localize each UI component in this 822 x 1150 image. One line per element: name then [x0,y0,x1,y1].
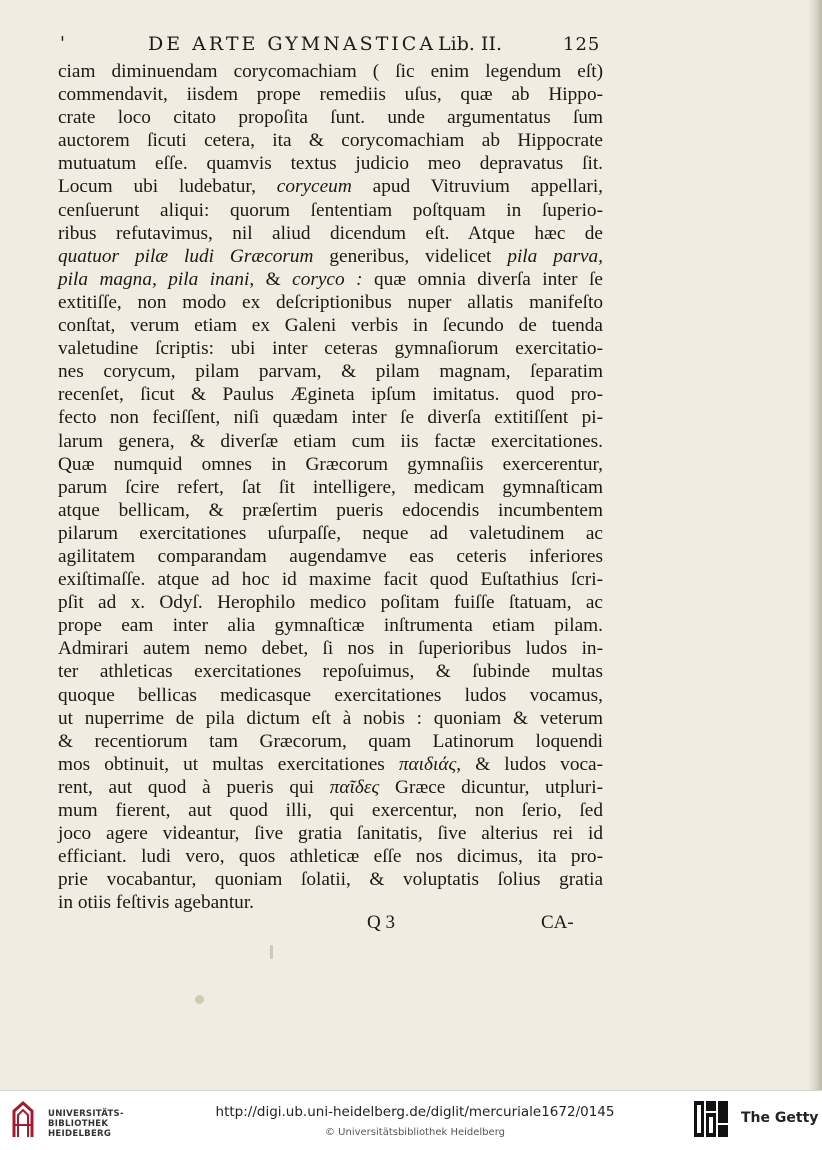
text-run: valetudine ſcriptis: ubi inter ceteras gymnaſiorum exercitatio- [58,338,603,360]
text-line [58,707,603,730]
text-line [58,476,603,499]
page-number: 125 [563,34,601,55]
text-line [58,891,603,914]
library-seal-icon [10,1099,36,1141]
text-line [58,545,603,568]
text-line [58,637,603,660]
ink-stain [270,945,273,959]
text-run: extitiſſe, non modo ex deſcriptionibus nuper allatis manifeſto [58,291,603,313]
text-run: Admirari autem nemo debet, ſi nos in ſuperioribus ludos in- [58,638,603,660]
text-run: quæ omnia diverſa inter ſe [362,268,603,290]
text-run: efficiant. ludi vero, quos athleticæ eſſe nos dicimus, ita pro- [58,846,603,868]
text-line [58,337,603,360]
text-line [58,845,603,868]
library-name: UNIVERSITÄTS- BIBLIOTHEK HEIDELBERG [48,1109,124,1139]
text-run: & recentiorum tam Græcorum, quam Latinorum loquendi [58,730,603,752]
text-line [58,199,603,222]
italic-phrase: coryceum [276,176,352,198]
text-line [58,753,603,776]
page-footer [365,912,605,938]
text-line [58,684,603,707]
text-run: atque bellicam, & præſertim pueris edocendis incumbentem [58,499,603,521]
italic-phrase: pila parva, [507,245,603,267]
italic-phrase: παῖδες [329,776,380,798]
text-run: ciam diminuendam corycomachiam ( ſic enim legendum eſt) [58,61,603,82]
text-run: rent, aut quod à pueris qui [58,776,330,798]
italic-phrase: coryco : [292,268,363,290]
text-run: cenſuerunt aliqui: quorum ſententiam poſtquam in ſuperio- [58,199,603,221]
text-run: fecto non feciſſent, niſi quædam inter ſe diverſa extitiſſent pi- [58,407,603,429]
text-run: ut nuperrime de pila dictum eſt à nobis : quoniam & veterum [58,707,603,729]
text-line [58,175,603,198]
text-line [58,776,603,799]
text-line [58,730,603,753]
text-line [58,406,603,429]
ink-stain [195,995,204,1004]
text-line [58,152,603,175]
text-run: generibus, videlicet [313,245,508,267]
viewer-footer-bar [0,1090,822,1150]
text-line [58,868,603,891]
text-line [58,430,603,453]
text-line [58,383,603,406]
text-line [58,245,603,268]
text-run: Locum ubi ludebatur, [58,176,277,198]
text-run: nes corycum, pilam parvam, & pilam magnam, ſeparatim [58,361,603,383]
text-line [58,499,603,522]
text-line [58,106,603,129]
text-run: conſtat, verum etiam ex Galeni verbis in ſecundo de tuenda [58,315,603,337]
italic-phrase: παιδιάς [398,753,457,775]
text-run: Græce dicuntur, utpluri- [379,776,603,798]
text-line [58,822,603,845]
text-line [58,60,603,83]
text-line [58,568,603,591]
body-text [58,60,603,914]
text-line [58,614,603,637]
text-run: agilitatem comparandam augendamve eas ceteris inferiores [58,545,603,567]
copyright-notice: © Universitätsbibliothek Heidelberg [324,1127,505,1138]
text-line [58,83,603,106]
text-run: mutuatum eſſe. quamvis textus judicio meo depravatus ſit. [58,153,603,175]
text-run: commendavit, iisdem prope remediis uſus, quæ ab Hippo- [58,84,603,106]
text-run: exiſtimaſſe. atque ad hoc id maxime facit quod Euſtathius ſcri- [58,569,603,591]
page-edge-shadow [808,0,822,1090]
permalink-url[interactable]: http://digi.ub.uni-heidelberg.de/diglit/mercuriale1672/0145 [215,1104,615,1120]
text-run: prope eam inter alia gymnaſticæ inſtrumenta etiam pilam. [58,615,603,637]
text-run: auctorem ſicuti cetera, ita & corycomachiam ab Hippocrate [58,130,603,152]
text-run: pſit ad x. Odyſ. Herophilo medico poſitam fuiſſe ſtatuam, ac [58,592,603,614]
text-run: , & ludos voca- [456,753,603,775]
text-run: apud Vitruvium appellari, [351,176,603,198]
text-run: in otiis feſtivis agebantur. [58,892,254,914]
text-run: ribus refutavimus, nil aliud dicendum eſt. Atque hæc de [58,222,603,244]
text-run: Quæ numquid omnes in Græcorum gymnaſiis exercerentur, [58,453,603,475]
text-run: crate loco citato propoſita ſunt. unde argumentatus ſum [58,107,603,129]
italic-phrase: quatuor pilæ ludi Græcorum [58,245,314,267]
text-run: , & [249,268,293,290]
running-head [60,33,620,57]
signature-mark: Q 3 [367,912,395,933]
text-run: quoque bellicas medicasque exercitationes ludos vocamus, [58,684,603,706]
text-line [58,129,603,152]
text-run: larum genera, & diverſæ etiam cum iis factæ exercitationes. [58,430,603,452]
text-run: mos obtinuit, ut multas exercitationes [58,753,399,775]
text-run: parum ſcire refert, ſat ſit intelligere, medicam gymnaſticam [58,476,603,498]
text-line [58,591,603,614]
getty-logo-icon[interactable] [692,1099,730,1139]
text-line [58,660,603,683]
text-line [58,314,603,337]
text-line [58,222,603,245]
text-line [58,268,603,291]
text-run: joco agere videantur, ſive gratia ſanitatis, ſive alterius rei id [58,823,603,845]
catchword: CA- [541,912,574,933]
italic-phrase: pila magna, pila inani [58,268,250,290]
partner-name: The Getty [741,1110,819,1126]
text-run: prie vocabantur, quoniam ſolatii, & voluptatis ſolius gratia [58,869,603,891]
running-head-book: Lib. II. [438,33,502,55]
text-line [58,291,603,314]
text-line [58,799,603,822]
text-run: pilarum exercitationes uſurpaſſe, neque ad valetudinem ac [58,522,603,544]
text-run: mum fierent, aut quod illi, qui exercentur, non ſerio, ſed [58,800,603,821]
running-head-mark: ' [60,33,65,54]
text-line [58,522,603,545]
library-logo[interactable] [10,1099,150,1143]
text-line [58,360,603,383]
text-run: recenſet, ſicut & Paulus Ægineta ipſum imitatus. quod pro- [58,384,603,406]
text-run: ter athleticas exercitationes repoſuimus, & ſubinde multas [58,661,603,683]
text-line [58,453,603,476]
running-head-title: DE ARTE GYMNASTICA [148,33,437,55]
